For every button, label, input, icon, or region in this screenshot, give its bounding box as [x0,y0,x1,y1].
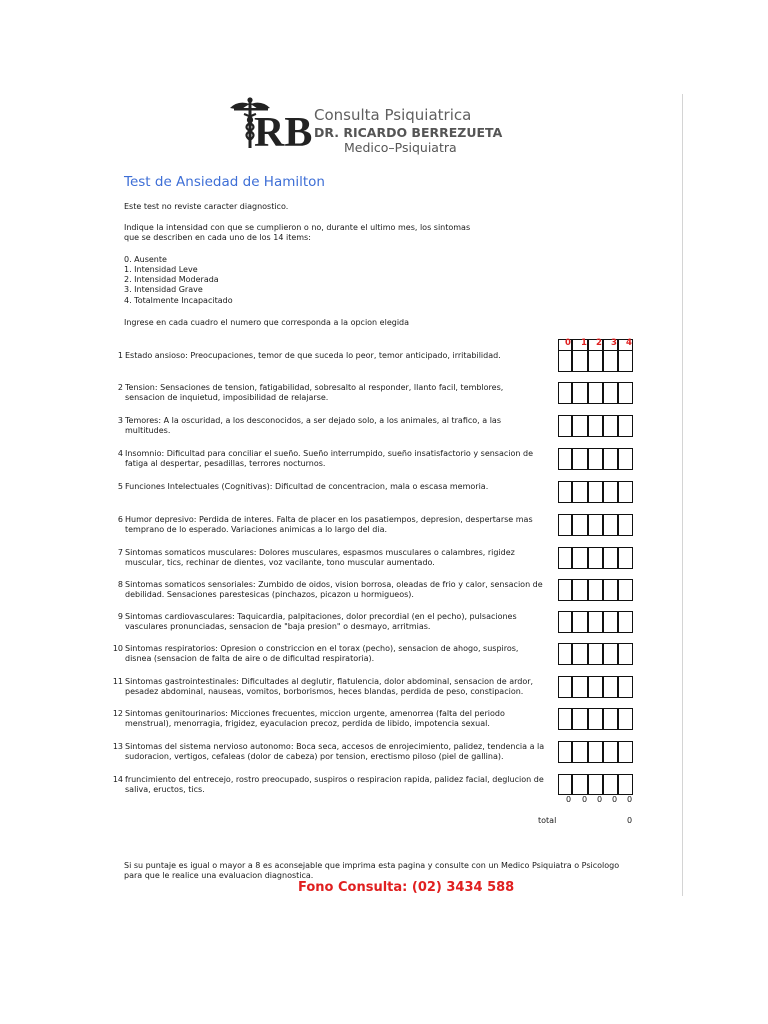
column-label-4: 4 [626,338,632,348]
score-cell-q8-2[interactable] [588,579,603,601]
score-cell-q9-1[interactable] [572,611,588,633]
score-cell-q8-0[interactable] [558,579,572,601]
total-label: total [538,816,557,825]
score-cell-q9-3[interactable] [603,611,618,633]
score-cell-q3-0[interactable] [558,415,572,437]
column-sum-3: 0 [612,795,618,804]
score-cell-q14-2[interactable] [588,774,603,795]
score-cell-q10-3[interactable] [603,643,618,665]
score-cell-q6-1[interactable] [572,514,588,536]
page-edge-line [682,94,683,896]
score-cell-q4-3[interactable] [603,448,618,470]
page-title: Test de Ansiedad de Hamilton [124,174,325,190]
score-cell-q10-0[interactable] [558,643,572,665]
score-cell-q12-2[interactable] [588,708,603,730]
score-cell-q2-1[interactable] [572,382,588,404]
score-cell-q14-3[interactable] [603,774,618,795]
score-cell-q1-0[interactable] [558,350,572,372]
footer-advice: Si su puntaje es igual o mayor a 8 es aconsejable que imprima esta pagina y consulte con un Medico Psiquiatra o Psicologo para que le realice una evaluacion diagnostica. [124,861,620,881]
caduceus-logo-icon [228,96,313,156]
brand-name: Consulta Psiquiatrica [314,106,472,124]
score-cell-q9-2[interactable] [588,611,603,633]
column-label-2: 2 [596,338,602,348]
score-cell-q3-1[interactable] [572,415,588,437]
score-cell-q7-2[interactable] [588,547,603,569]
instructions-text: Indique la intensidad con que se cumplieron o no, durante el ultimo mes, los sintomas que se describen en cada uno de los 14 items: [124,223,471,243]
score-cell-q14-0[interactable] [558,774,572,795]
score-cell-q3-2[interactable] [588,415,603,437]
score-cell-q11-2[interactable] [588,676,603,698]
score-cell-q3-4[interactable] [618,415,633,437]
logo-monogram: RB [254,110,313,156]
score-cell-q13-0[interactable] [558,741,572,763]
score-cell-q9-4[interactable] [618,611,633,633]
column-label-1: 1 [581,338,587,348]
score-cell-q8-4[interactable] [618,579,633,601]
score-cell-q2-0[interactable] [558,382,572,404]
entry-instructions: Ingrese en cada cuadro el numero que corresponda a la opcion elegida [124,318,410,327]
scale-option-4: 4. Totalmente Incapacitado [124,296,233,305]
score-cell-q13-4[interactable] [618,741,633,763]
score-cell-q7-4[interactable] [618,547,633,569]
score-cell-q12-0[interactable] [558,708,572,730]
score-cell-q1-3[interactable] [603,350,618,372]
column-sum-1: 0 [582,795,588,804]
score-cell-q4-0[interactable] [558,448,572,470]
score-cell-q6-2[interactable] [588,514,603,536]
column-sum-4: 0 [627,795,633,804]
score-cell-q4-4[interactable] [618,448,633,470]
score-cell-q10-2[interactable] [588,643,603,665]
column-label-3: 3 [611,338,617,348]
score-cell-q3-3[interactable] [603,415,618,437]
score-cell-q10-1[interactable] [572,643,588,665]
score-cell-q6-0[interactable] [558,514,572,536]
score-cell-q11-0[interactable] [558,676,572,698]
score-cell-q7-0[interactable] [558,547,572,569]
score-cell-q5-2[interactable] [588,481,603,503]
score-cell-q11-4[interactable] [618,676,633,698]
scale-option-3: 3. Intensidad Grave [124,285,203,294]
score-cell-q2-3[interactable] [603,382,618,404]
score-cell-q4-1[interactable] [572,448,588,470]
doctor-specialty: Medico–Psiquiatra [344,140,457,155]
scale-option-0: 0. Ausente [124,255,167,264]
score-cell-q11-3[interactable] [603,676,618,698]
score-cell-q14-4[interactable] [618,774,633,795]
column-sum-2: 0 [597,795,603,804]
score-cell-q9-0[interactable] [558,611,572,633]
score-cell-q12-3[interactable] [603,708,618,730]
score-cell-q6-3[interactable] [603,514,618,536]
disclaimer-text: Este test no reviste caracter diagnostico. [124,202,289,211]
score-cell-q12-4[interactable] [618,708,633,730]
score-cell-q8-1[interactable] [572,579,588,601]
score-cell-q6-4[interactable] [618,514,633,536]
score-cell-q1-4[interactable] [618,350,633,372]
score-cell-q13-1[interactable] [572,741,588,763]
doctor-name: DR. RICARDO BERREZUETA [314,125,503,140]
score-cell-q2-2[interactable] [588,382,603,404]
scale-option-2: 2. Intensidad Moderada [124,275,219,284]
score-cell-q11-1[interactable] [572,676,588,698]
score-cell-q7-1[interactable] [572,547,588,569]
total-value: 0 [627,816,633,825]
score-cell-q5-3[interactable] [603,481,618,503]
score-cell-q1-2[interactable] [588,350,603,372]
score-cell-q8-3[interactable] [603,579,618,601]
score-cell-q5-1[interactable] [572,481,588,503]
column-sum-0: 0 [566,795,572,804]
score-cell-q14-1[interactable] [572,774,588,795]
score-cell-q10-4[interactable] [618,643,633,665]
phone-number: Fono Consulta: (02) 3434 588 [298,880,515,895]
score-cell-q4-2[interactable] [588,448,603,470]
score-cell-q13-3[interactable] [603,741,618,763]
score-cell-q5-0[interactable] [558,481,572,503]
score-cell-q5-4[interactable] [618,481,633,503]
score-cell-q1-1[interactable] [572,350,588,372]
score-cell-q12-1[interactable] [572,708,588,730]
score-cell-q2-4[interactable] [618,382,633,404]
score-cell-q13-2[interactable] [588,741,603,763]
scale-option-1: 1. Intensidad Leve [124,265,198,274]
score-cell-q7-3[interactable] [603,547,618,569]
column-label-0: 0 [565,338,571,348]
